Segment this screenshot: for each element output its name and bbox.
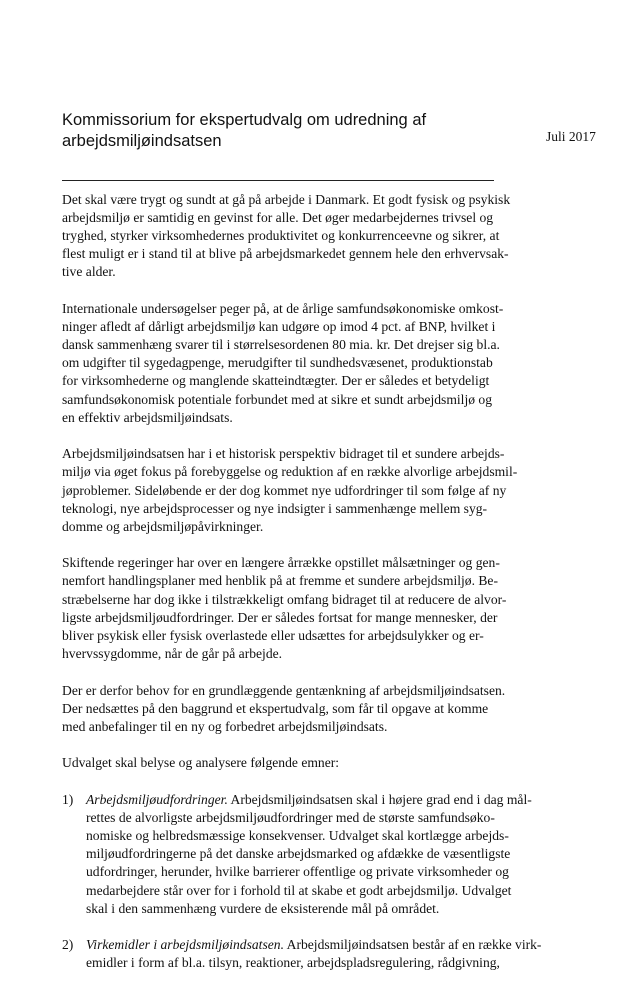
numbered-item — [62, 936, 542, 972]
text-line: stræbelserne har dog ikke i tilstrækkeligt omfang bidraget til at reducere de alvor- — [62, 591, 507, 607]
text-line: ligste arbejdsmiljøudfordringer. Der er således fortsat for mange mennesker, der — [62, 609, 498, 625]
text-line: teknologi, nye arbejdsprocesser og nye indsigter i sammenhænge mellem syg- — [62, 500, 488, 516]
text-line: Udvalget skal belyse og analysere følgende emner: — [62, 755, 340, 771]
text-line: nemfort handlingsplaner med henblik på at fremme et sundere arbejdsmiljø. Be- — [62, 573, 498, 589]
title-line: Kommissorium for ekspertudvalg om udredning af — [62, 111, 427, 129]
item-heading: Arbejdsmiljøudfordringer. — [86, 792, 228, 808]
text-line: tryghed, styrker virksomhedernes produktivitet og konkurrenceevne og sikrer, at — [62, 228, 500, 244]
text-line: Der er derfor behov for en grundlæggende gentænkning af arbejdsmiljøindsatsen. — [62, 682, 506, 698]
text-line: for virksomhederne og manglende skatteindtægter. Der er således et betydeligt — [62, 373, 490, 389]
text-line: hvervssygdomme, når de går på arbejde. — [62, 645, 283, 661]
title-divider — [62, 180, 494, 181]
body-paragraph — [62, 445, 532, 535]
text-line: Der nedsættes på den baggrund et ekspertudvalg, som får til opgave at komme — [62, 700, 489, 716]
document-title — [62, 110, 482, 152]
item-number: 2) — [62, 937, 74, 953]
text-line: skal i den sammenhæng vurdere de eksisterende mål på området. — [86, 900, 440, 916]
body-paragraph — [62, 554, 532, 663]
body-paragraph — [62, 300, 532, 427]
text-line: miljø via øget fokus på forebyggelse og reduktion af en række alvorlige arbejdsmil- — [62, 464, 518, 480]
text-line: tive alder. — [62, 264, 116, 280]
text-line: udfordringer, herunder, hvilke barrierer offentlige og private virksomheder og — [86, 864, 509, 880]
text-line: Skiftende regeringer har over en længere årrække opstillet målsætninger og gen- — [62, 555, 500, 571]
text-line: arbejdsmiljø er samtidig en gevinst for alle. Det øger medarbejdernes trivsel og — [62, 210, 494, 226]
text-line — [86, 791, 532, 809]
item-heading: Virkemidler i arbejdsmiljøindsatsen. — [86, 937, 284, 953]
body-paragraph — [62, 191, 532, 281]
item-text: Arbejdsmiljøindsatsen skal i højere grad end i dag mål- — [227, 792, 532, 808]
text-line: med anbefalinger til en ny og forbedret arbejdsmiljøindsats. — [62, 718, 388, 734]
text-line: Internationale undersøgelser peger på, at de årlige samfundsøkonomiske omkost- — [62, 301, 504, 317]
body-paragraph — [62, 682, 532, 736]
document-body — [62, 191, 542, 991]
text-line: dansk sammenhæng svarer til i størrelsesordenen 80 mia. kr. Det drejser sig bl.a. — [62, 337, 500, 353]
text-line: emidler i form af bl.a. tilsyn, reaktioner, arbejdspladsregulering, rådgivning, — [86, 955, 500, 971]
text-line: rettes de alvorligste arbejdsmiljøudfordringer med de største samfundsøko- — [86, 810, 495, 826]
text-line: jøproblemer. Sideløbende er der dog kommet nye udfordringer til som følge af ny — [62, 482, 507, 498]
text-line: domme og arbejdsmiljøpåvirkninger. — [62, 518, 264, 534]
text-line: en effektiv arbejdsmiljøindsats. — [62, 409, 233, 425]
item-text: Arbejdsmiljøindsatsen består af en række virk- — [283, 937, 542, 953]
text-line: miljøudfordringerne på det danske arbejdsmarked og afdække de væsentligste — [86, 846, 511, 862]
body-paragraph — [62, 754, 532, 772]
text-line: om udgifter til sygedagpenge, merudgifter til sundhedsvæsenet, produktionstab — [62, 355, 493, 371]
text-line: flest muligt er i stand til at blive på arbejdsmarkedet gennem hele den erhvervsak- — [62, 246, 509, 262]
text-line: nomiske og helbredsmæssige konsekvenser. Udvalget skal kortlægge arbejds- — [86, 828, 509, 844]
numbered-item — [62, 791, 532, 918]
text-line: medarbejdere står over for i forhold til at skabe et godt arbejdsmiljø. Udvalget — [86, 882, 512, 898]
text-line — [86, 936, 542, 954]
text-line: samfundsøkonomisk potentiale forbundet med at sikre et sundt arbejdsmiljø og — [62, 391, 493, 407]
text-line: bliver psykisk eller fysisk overlastede eller udsættes for arbejdsulykker og er- — [62, 627, 484, 643]
text-line: Arbejdsmiljøindsatsen har i et historisk perspektiv bidraget til et sundere arbejds- — [62, 446, 505, 462]
title-line: arbejdsmiljøindsatsen — [62, 132, 222, 150]
text-line: ninger afledt af dårligt arbejdsmiljø kan udgøre op imod 4 pct. af BNP, hvilket i — [62, 319, 496, 335]
item-number: 1) — [62, 792, 74, 808]
text-line: Det skal være trygt og sundt at gå på arbejde i Danmark. Et godt fysisk og psykisk — [62, 192, 511, 207]
document-date: Juli 2017 — [546, 129, 596, 144]
